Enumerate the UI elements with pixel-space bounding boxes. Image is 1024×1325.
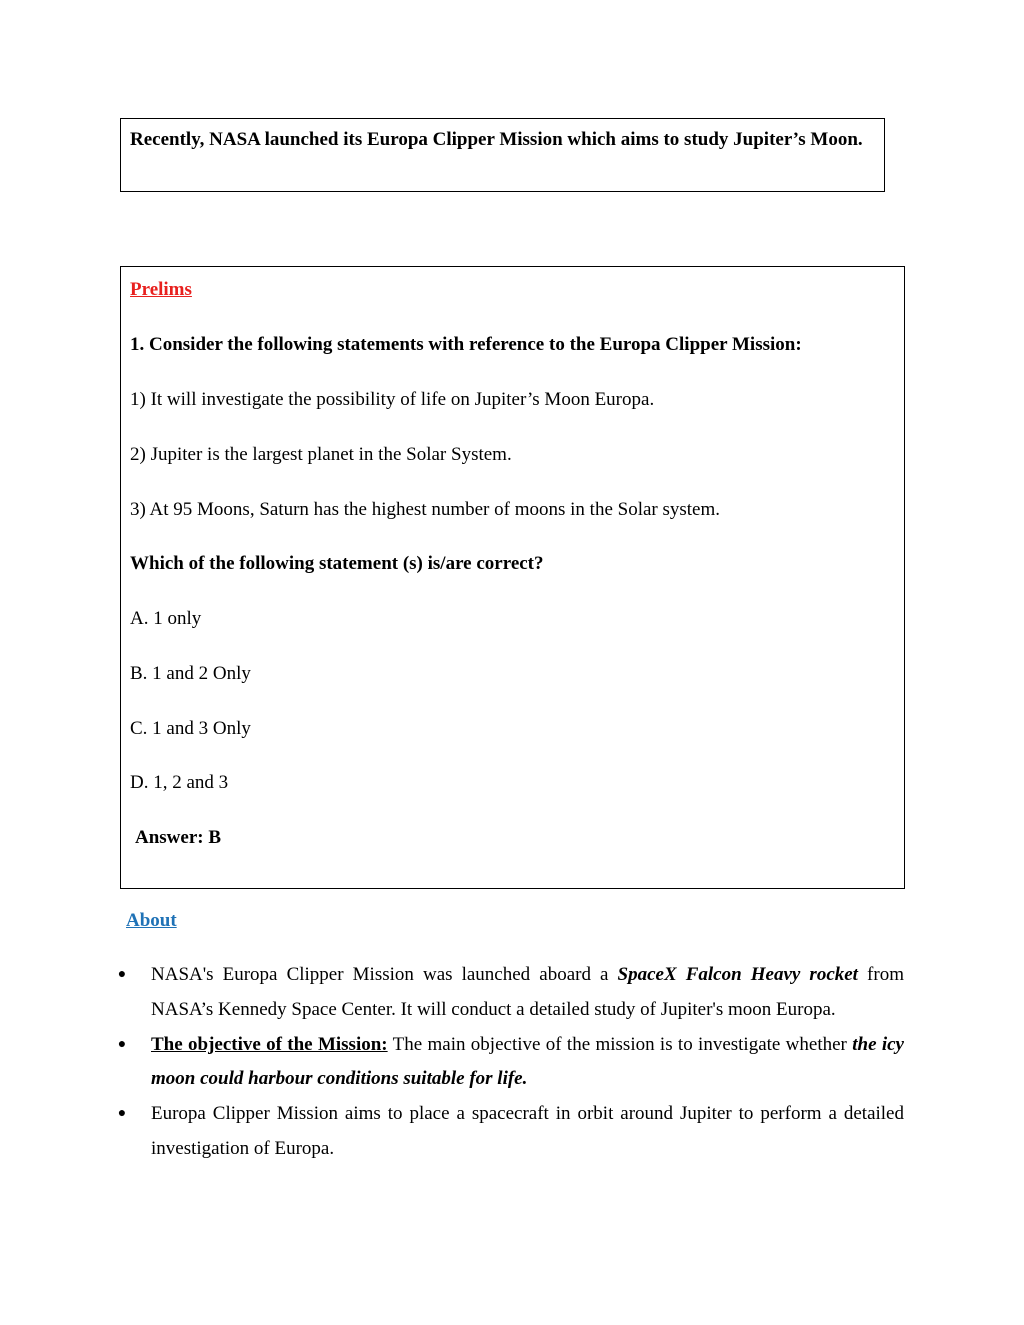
bullet-2-label: The objective of the Mission: xyxy=(151,1033,388,1055)
answer-text: Answer: B xyxy=(135,827,222,848)
list-item xyxy=(112,958,904,1028)
list-item xyxy=(112,1097,904,1167)
statement-2: 2) Jupiter is the largest planet in the Solar System. xyxy=(130,444,512,465)
statement-1: 1) It will investigate the possibility of life on Jupiter’s Moon Europa. xyxy=(130,389,655,410)
list-item xyxy=(112,1028,904,1098)
bullet-2-text: The main objective of the mission is to investigate whether xyxy=(387,1033,853,1055)
bullet-icon: ● xyxy=(117,967,127,982)
bullet-icon: ● xyxy=(117,1036,127,1052)
question-text: 1. Consider the following statements with reference to the Europa Clipper Mission: xyxy=(130,334,802,355)
bullet-3-text: Europa Clipper Mission aims to place a spacecraft in orbit around Jupiter to perform a detailed investigation of Europa. xyxy=(151,1103,904,1159)
option-a: A. 1 only xyxy=(130,608,202,629)
prelims-box xyxy=(120,266,905,889)
prelims-heading-text[interactable]: Prelims xyxy=(130,279,192,300)
bullet-1-emphasis: SpaceX Falcon Heavy rocket xyxy=(617,964,858,985)
headline-text: Recently, NASA launched its Europa Clipper Mission which aims to study Jupiter’s Moon. xyxy=(130,129,863,150)
bullet-1-text-part1: NASA's Europa Clipper Mission was launched aboard a xyxy=(151,964,618,985)
option-b: B. 1 and 2 Only xyxy=(130,663,251,684)
statement-3: 3) At 95 Moons, Saturn has the highest number of moons in the Solar system. xyxy=(130,499,721,520)
about-heading[interactable]: About xyxy=(126,910,177,931)
bullet-1-text-part2: from NASA’s Kennedy Space Center. It will conduct a detailed study of Jupiter's moon Europa. xyxy=(151,964,904,1020)
question-prompt: Which of the following statement (s) is/are correct? xyxy=(130,553,544,574)
option-d: D. 1, 2 and 3 xyxy=(130,772,229,793)
prelims-heading[interactable] xyxy=(130,278,192,302)
headline-box xyxy=(120,118,885,192)
about-bullet-list xyxy=(112,958,904,1167)
option-c: C. 1 and 3 Only xyxy=(130,718,251,739)
bullet-2-emphasis: the icy moon could harbour conditions suitable for life. xyxy=(151,1033,904,1090)
bullet-icon: ● xyxy=(117,1106,127,1122)
